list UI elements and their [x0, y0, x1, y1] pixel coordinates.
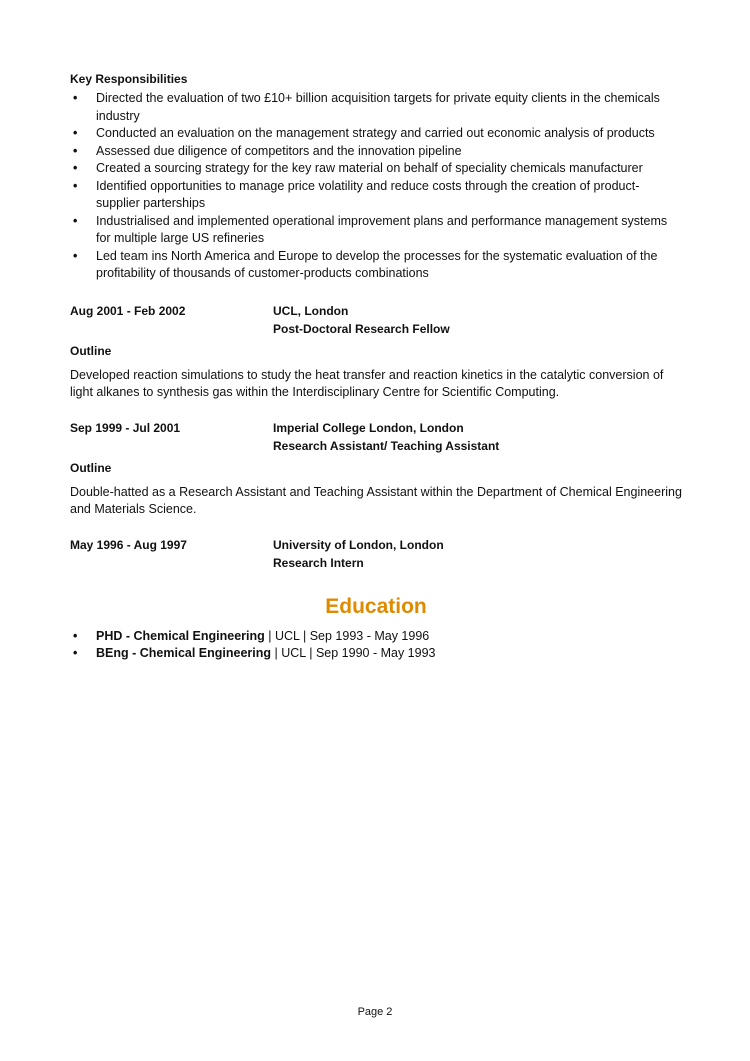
- education-item: [70, 628, 682, 646]
- key-responsibilities-heading: Key Responsibilities: [70, 72, 188, 86]
- education-title: Education: [325, 594, 427, 618]
- outline-label: Outline: [70, 460, 112, 475]
- degree-name: BEng - Chemical Engineering: [96, 646, 272, 660]
- outline-text: Double-hatted as a Research Assistant and Teaching Assistant within the Department of Chemical Engineering and Materials Science.: [70, 484, 682, 516]
- degree-detail: | UCL | Sep 1993 - May 1996: [264, 628, 430, 643]
- job-role: Post-Doctoral Research Fellow: [273, 321, 450, 336]
- list-item: • Assessed due diligence of competitors and the innovation pipeline: [70, 143, 682, 161]
- list-item: • Created a sourcing strategy for the key raw material on behalf of speciality chemicals manufacturer: [70, 160, 682, 178]
- list-item: • Identified opportunities to manage price volatility and reduce costs through the creation of product-supplier parterships: [70, 178, 682, 213]
- job-details: [273, 536, 444, 572]
- responsibilities-list: [70, 90, 682, 283]
- job-header: [70, 302, 682, 338]
- job-role: Research Assistant/ Teaching Assistant: [273, 438, 500, 453]
- list-item: • Industrialised and implemented operational improvement plans and performance management systems for multiple large US refineries: [70, 213, 682, 248]
- list-item: • Directed the evaluation of two £10+ billion acquisition targets for private equity clients in the chemicals industry: [70, 90, 682, 125]
- job-organisation: UCL, London: [273, 303, 349, 318]
- job-entry: [70, 536, 682, 572]
- education-item: [70, 645, 682, 663]
- job-dates: Aug 2001 - Feb 2002: [70, 303, 186, 318]
- job-details: [273, 302, 450, 338]
- page-number: Page 2: [357, 1006, 393, 1018]
- education-list: [70, 628, 682, 663]
- job-organisation: Imperial College London, London: [273, 420, 464, 435]
- degree-detail: | UCL | Sep 1990 - May 1993: [271, 646, 436, 660]
- key-responsibilities-section: [70, 70, 682, 283]
- list-item: • Led team ins North America and Europe to develop the processes for the systematic evaluation of the profitability of thousands of customer-products combinations: [70, 248, 682, 283]
- job-entry: [70, 302, 682, 402]
- outline-text: Developed reaction simulations to study the heat transfer and reaction kinetics in the catalytic conversion of light alkanes to synthesis gas within the Interdisciplinary Centre for Scientific Computing.: [70, 367, 664, 399]
- list-item: • Conducted an evaluation on the management strategy and carried out economic analysis of products: [70, 125, 682, 143]
- resume-page: [70, 70, 682, 663]
- outline-label: Outline: [70, 343, 112, 358]
- job-dates: May 1996 - Aug 1997: [70, 537, 187, 552]
- degree-name: PHD - Chemical Engineering: [96, 628, 265, 643]
- job-organisation: University of London, London: [273, 537, 444, 552]
- job-header: [70, 536, 682, 572]
- job-header: [70, 419, 682, 455]
- job-dates: Sep 1999 - Jul 2001: [70, 420, 181, 435]
- job-role: Research Intern: [273, 555, 364, 570]
- job-details: [273, 419, 499, 455]
- education-section: [70, 595, 682, 663]
- job-entry: [70, 419, 682, 519]
